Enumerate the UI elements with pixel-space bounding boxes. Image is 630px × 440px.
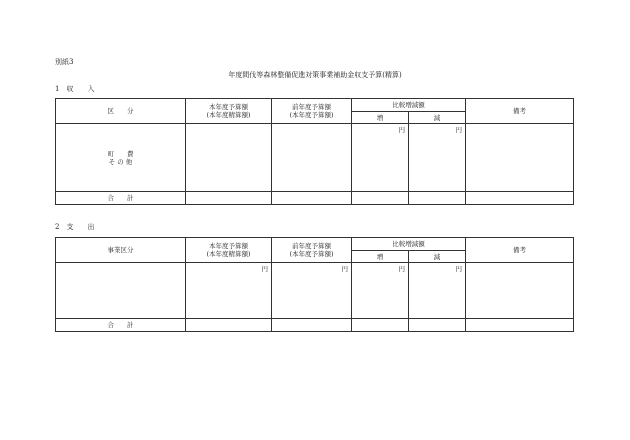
- income-prev-budget-header: [272, 99, 352, 124]
- expense-current-budget-line1: 本年度予算額: [209, 242, 248, 250]
- expense-current-yen: 円: [186, 263, 272, 319]
- income-decrease-yen: 円: [409, 124, 466, 192]
- expense-prev-budget-header: [272, 238, 352, 263]
- expense-total-current: [186, 319, 272, 332]
- expense-items-cell: [56, 263, 186, 319]
- expense-category-header: 事業区分: [56, 238, 186, 263]
- expense-increase-header: 増: [352, 251, 409, 263]
- income-total-increase: [352, 192, 409, 205]
- income-table: [55, 98, 574, 205]
- income-item-other: そ の 他: [108, 157, 133, 166]
- income-total-decrease: [409, 192, 466, 205]
- income-total-remarks: [466, 192, 574, 205]
- income-current-cell: [186, 124, 272, 192]
- attachment-label: 別紙3: [55, 58, 74, 66]
- income-current-budget-line2: (本年度精算額): [206, 111, 251, 119]
- expense-total-increase: [352, 319, 409, 332]
- expense-comparison-header: 比較増減額: [352, 238, 466, 251]
- income-item-town: 町 費: [107, 149, 134, 158]
- expense-total-label: 合 計: [56, 319, 186, 332]
- expense-decrease-yen: 円: [409, 263, 466, 319]
- income-prev-budget-line1: 前年度予算額: [292, 103, 331, 111]
- expense-total-decrease: [409, 319, 466, 332]
- income-total-label: 合 計: [56, 192, 186, 205]
- income-prev-budget-line2: (本年度予算額): [289, 111, 334, 119]
- expense-prev-budget-line2: (本年度予算額): [289, 250, 334, 258]
- income-items-cell: [56, 124, 186, 192]
- expense-current-budget-line2: (本年度精算額): [206, 250, 251, 258]
- income-prev-cell: [272, 124, 352, 192]
- expense-remarks-header: 備考: [466, 238, 574, 263]
- income-increase-yen: 円: [352, 124, 409, 192]
- income-current-budget-header: [186, 99, 272, 124]
- expense-section-label: 2 支 出: [55, 223, 95, 231]
- expense-table: [55, 237, 574, 332]
- income-decrease-header: 減: [409, 112, 466, 124]
- expense-increase-yen: 円: [352, 263, 409, 319]
- income-category-header: 区 分: [56, 99, 186, 124]
- expense-decrease-header: 減: [409, 251, 466, 263]
- income-total-prev: [272, 192, 352, 205]
- expense-prev-budget-line1: 前年度予算額: [292, 242, 331, 250]
- document-title: 年度間伐等森林整備促進対策事業補助金収支予算(精算): [228, 71, 402, 79]
- income-section-label: 1 収 入: [55, 85, 95, 93]
- income-increase-header: 増: [352, 112, 409, 124]
- expense-current-budget-header: [186, 238, 272, 263]
- expense-remarks-cell: [466, 263, 574, 319]
- expense-prev-yen: 円: [272, 263, 352, 319]
- income-remarks-header: 備考: [466, 99, 574, 124]
- income-current-budget-line1: 本年度予算額: [209, 103, 248, 111]
- expense-total-prev: [272, 319, 352, 332]
- income-total-current: [186, 192, 272, 205]
- expense-total-remarks: [466, 319, 574, 332]
- income-remarks-cell: [466, 124, 574, 192]
- income-comparison-header: 比較増減額: [352, 99, 466, 112]
